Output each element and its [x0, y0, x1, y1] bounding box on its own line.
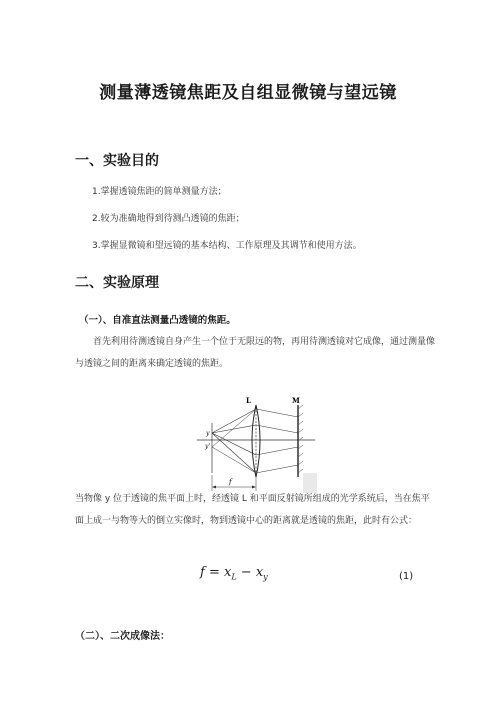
focal-label: f	[229, 478, 232, 486]
mirror-hatching	[298, 405, 303, 473]
mirror-label: M	[292, 396, 300, 405]
paragraph-intro: 首先利用待测透镜自身产生一个位于无限远的物，再用待测透镜对它成像，通过测量像与透镜之间的距离来确定透镜的焦距。	[75, 337, 436, 369]
formula-sub-l: L	[231, 572, 237, 582]
formula-equals: =	[204, 565, 224, 580]
autocollimation-diagram	[195, 395, 320, 498]
purpose-item-3: 3.掌握显微镜和望远镜的基本结构、工作原理及其调节和使用方法。	[92, 241, 362, 251]
subsection-heading-two-image: （二）、二次成像法：	[75, 631, 170, 642]
object-label: y	[206, 430, 210, 437]
lens-label: L	[246, 396, 251, 405]
subsection-heading-autocollimation: （一）、自准直法测量凸透镜的焦距。	[79, 315, 236, 326]
section-heading-purpose: 一、实验目的	[75, 153, 159, 169]
focal-length-formula	[200, 565, 268, 582]
equation-number: (1)	[399, 571, 414, 582]
formula-minus: −	[236, 565, 256, 580]
image-label: y'	[205, 443, 211, 450]
purpose-item-1: 1.掌握透镜焦距的简单测量方法；	[92, 187, 227, 197]
formula-f: f	[200, 565, 205, 580]
section-heading-principle: 二、实验原理	[75, 275, 159, 291]
formula-x-y: x	[255, 565, 264, 580]
formula-x-l: x	[223, 565, 232, 580]
paragraph-description: 当物像 y 位于透镜的焦平面上时，经透镜 L 和平面反射镜所组成的光学系统后，当在焦平面上成一与物等大的倒立实像时，物到透镜中心的距离就是透镜的焦距，此时有公式：	[75, 494, 430, 526]
purpose-item-2: 2.较为准确地得到待测凸透镜的焦距；	[92, 214, 245, 224]
formula-sub-y: y	[263, 572, 268, 582]
document-title: 测量薄透镜焦距及自组显微镜与望远镜	[99, 83, 397, 103]
